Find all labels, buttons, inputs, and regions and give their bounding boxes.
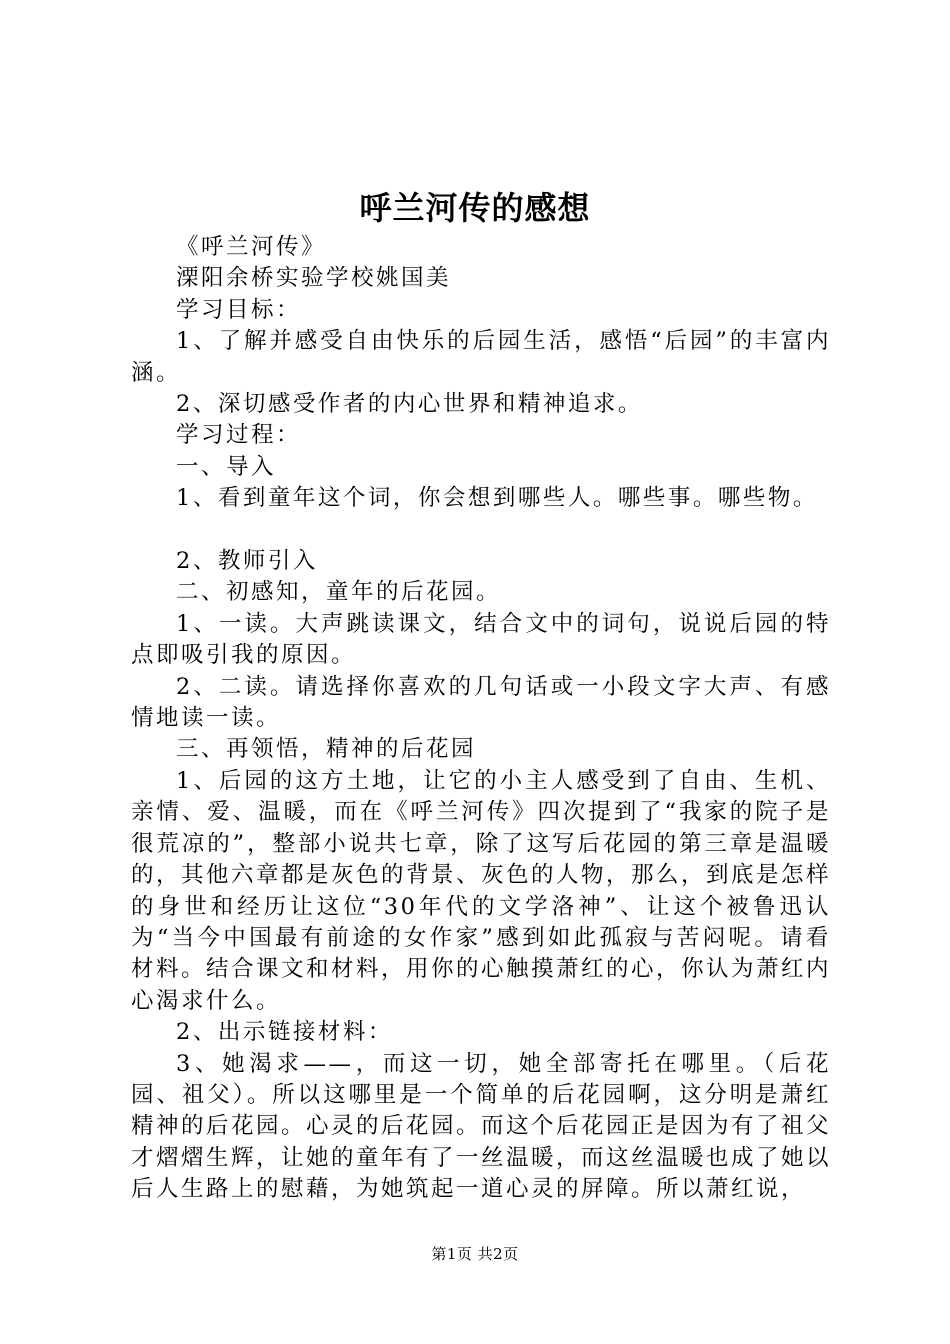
blank-line xyxy=(131,515,831,546)
document-title: 呼兰河传的感想 xyxy=(359,189,591,227)
paragraph: 2、教师引入 xyxy=(176,548,318,575)
paragraph: 溧阳余桥实验学校姚国美 xyxy=(176,265,452,292)
paragraph: 2、出示链接材料： xyxy=(176,1019,393,1046)
paragraph: 2、二读。请选择你喜欢的几句话或一小段文字大声、有感情地读一读。 xyxy=(131,673,831,732)
paragraph: 三、再领悟，精神的后花园 xyxy=(176,736,477,763)
paragraph: 2、深切感受作者的内心世界和精神追求。 xyxy=(176,391,643,418)
paragraph: 《呼兰河传》 xyxy=(176,234,327,260)
paragraph: 1、一读。大声跳读课文，结合文中的词句，说说后园的特点即吸引我的原因。 xyxy=(131,610,831,669)
paragraph: 学习目标： xyxy=(176,296,302,323)
page-footer: 第1页 共2页 xyxy=(431,1245,519,1263)
document-body xyxy=(131,232,831,1206)
paragraph: 1、了解并感受自由快乐的后园生活，感悟“后园”的丰富内涵。 xyxy=(131,328,831,386)
paragraph: 一、导入 xyxy=(176,453,277,480)
paragraph: 学习过程： xyxy=(176,422,302,449)
paragraph: 二、初感知，童年的后花园。 xyxy=(176,579,502,606)
paragraph: 1、后园的这方土地，让它的小主人感受到了自由、生机、亲情、爱、温暖，而在《呼兰河传》四次提到了“我家的院子是很荒凉的”，整部小说共七章，除了这写后花园的第三章是温暖的，其他六章都是灰色的背景、灰色的人物，那么，到底是怎样的身世和经历让这位“30年代的文学洛神”、让这个被鲁迅认为“当今中国最有前途的女作家”感到如此孤寂与苦闷呢。请看材料。结合课文和材料，用你的心触摸萧红的心，你认为萧红内心渴求什么。 xyxy=(131,767,832,1014)
paragraph: 3、她渴求——，而这一切，她全部寄托在哪里。（后花园、祖父）。所以这哪里是一个简单的后花园啊，这分明是萧红精神的后花园。心灵的后花园。而这个后花园正是因为有了祖父才熠熠生辉，让她的童年有了一丝温暖，而这丝温暖也成了她以后人生路上的慰藉，为她筑起一道心灵的屏障。所以萧红说， xyxy=(131,1050,832,1203)
paragraph: 1、看到童年这个词，你会想到哪些人。哪些事。哪些物。 xyxy=(176,485,818,512)
